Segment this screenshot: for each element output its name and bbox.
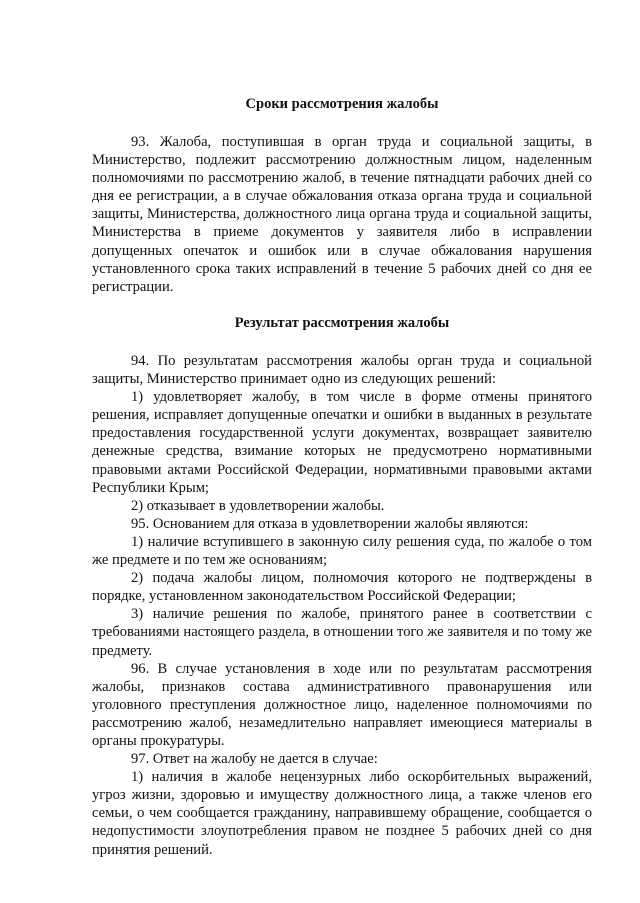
paragraph-95-item-2: 2) подача жалобы лицом, полномочия которого не подтверждены в порядке, установленном законодательством Российской Федерации; <box>92 570 592 605</box>
paragraph-97: 97. Ответ на жалобу не дается в случае: <box>131 751 378 768</box>
paragraph-97-item-1: 1) наличия в жалобе нецензурных либо оскорбительных выражений, угроз жизни, здоровью и имуществу должностного лица, а также членов его семьи, о чем сообщается гражданину, направившему обращение, сообщается о недопустимости злоупотребления правом не позднее 5 рабочих дней со дня принятия решений. <box>92 769 592 858</box>
section-body-review-result <box>92 352 592 859</box>
paragraph-96: 96. В случае установления в ходе или по результатам рассмотрения жалобы, признаков состава административного правонарушения или уголовного преступления должностное лицо, наделенное полномочиями по рассмотрению жалоб, незамедлительно направляет имеющиеся материалы в органы прокуратуры. <box>92 660 592 749</box>
paragraph-94-item-2: 2) отказывает в удовлетворении жалобы. <box>131 497 385 514</box>
paragraph-94: 94. По результатам рассмотрения жалобы орган труда и социальной защиты, Министерство принимает одно из следующих решений: <box>92 353 592 388</box>
paragraph-93: 93. Жалоба, поступившая в орган труда и социальной защиты, в Министерство, подлежит рассмотрению должностным лицом, наделенным полномочиями по рассмотрению жалоб, в течение пятнадцати рабочих дней со дня ее регистрации, а в случае обжалования отказа органа труда и социальной защиты, Министерства, должностного лица органа труда и социальной защиты, Министерства в приеме документов у заявителя либо в исправлении допущенных опечаток и ошибок или в случае обжалования нарушения установленного срока таких исправлений в течение 5 рабочих дней со дня ее регистрации. <box>92 134 592 295</box>
section-heading-review-result: Результат рассмотрения жалобы <box>234 315 450 331</box>
section-body-review-period <box>92 133 592 296</box>
paragraph-95-item-1: 1) наличие вступившего в законную силу решения суда, по жалобе о том же предмете и по тем же основаниям; <box>92 533 592 569</box>
paragraph-94-item-1: 1) удовлетворяет жалобу, в том числе в форме отмены принятого решения, исправляет допущенные опечатки и ошибки в выданных в результате предоставления государственной услуги документах, возвращает заявителю денежные средства, взимание которых не предусмотрено нормативными правовыми актами Российской Федерации, нормативными правовыми актами Республики Крым; <box>92 389 592 496</box>
section-heading-review-period: Сроки рассмотрения жалобы <box>245 96 439 112</box>
paragraph-95-item-3: 3) наличие решения по жалобе, принятого ранее в соответствии с требованиями настоящего раздела, в отношении того же заявителя и по тому же предмету. <box>92 606 592 659</box>
paragraph-95: 95. Основанием для отказа в удовлетворении жалобы являются: <box>131 515 529 532</box>
